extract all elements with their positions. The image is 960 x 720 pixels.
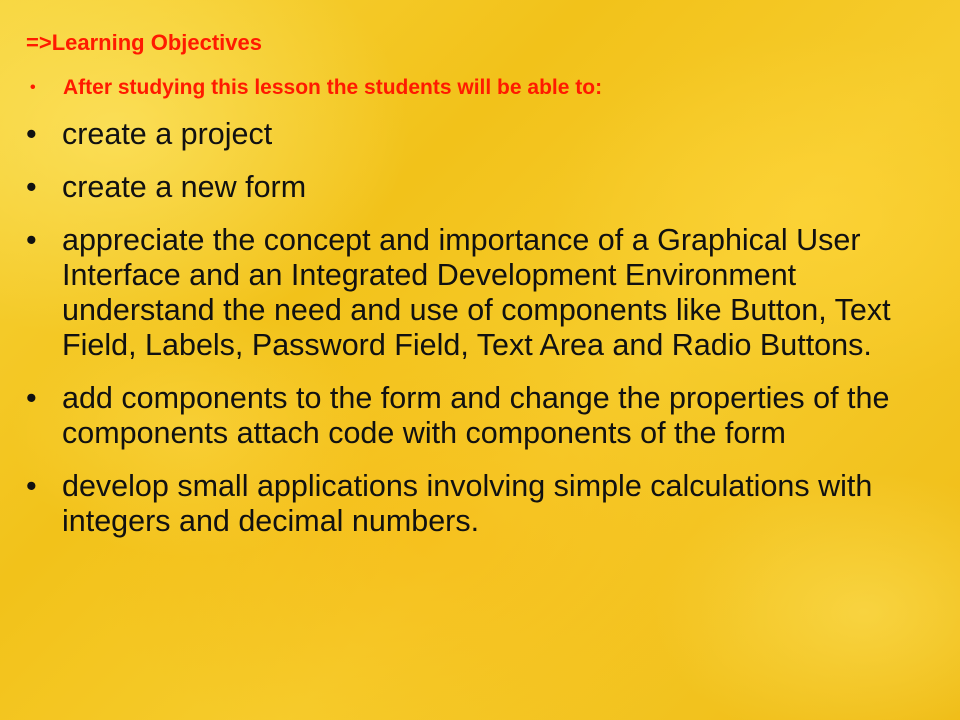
bullet-icon: •: [30, 79, 36, 96]
objective-item: [26, 170, 926, 205]
intro-line: [30, 75, 930, 101]
objectives-list: [26, 117, 926, 557]
bullet-icon: •: [26, 469, 37, 503]
objective-text: create a project: [62, 117, 273, 151]
objective-item: [26, 117, 926, 152]
bullet-icon: •: [26, 170, 37, 204]
bullet-icon: •: [26, 223, 37, 257]
objective-item: [26, 381, 926, 451]
objective-text: create a new form: [62, 170, 307, 204]
objective-item: [26, 469, 926, 539]
intro-text: After studying this lesson the students will be able to:: [63, 76, 603, 99]
objective-text: add components to the form and change the properties of the components attach code with components of the form: [62, 381, 890, 450]
slide-heading: =>Learning Objectives: [26, 30, 262, 55]
bullet-icon: •: [26, 381, 37, 415]
bullet-icon: •: [26, 117, 37, 151]
objective-text: appreciate the concept and importance of a Graphical User Interface and an Integrated Development Environment understand the need and use of components like Button, Text Field, Labels, Password Field, Text Area and Radio Buttons.: [62, 223, 891, 362]
objective-text: develop small applications involving simple calculations with integers and decimal numbers.: [62, 469, 873, 538]
objective-item: [26, 223, 926, 363]
